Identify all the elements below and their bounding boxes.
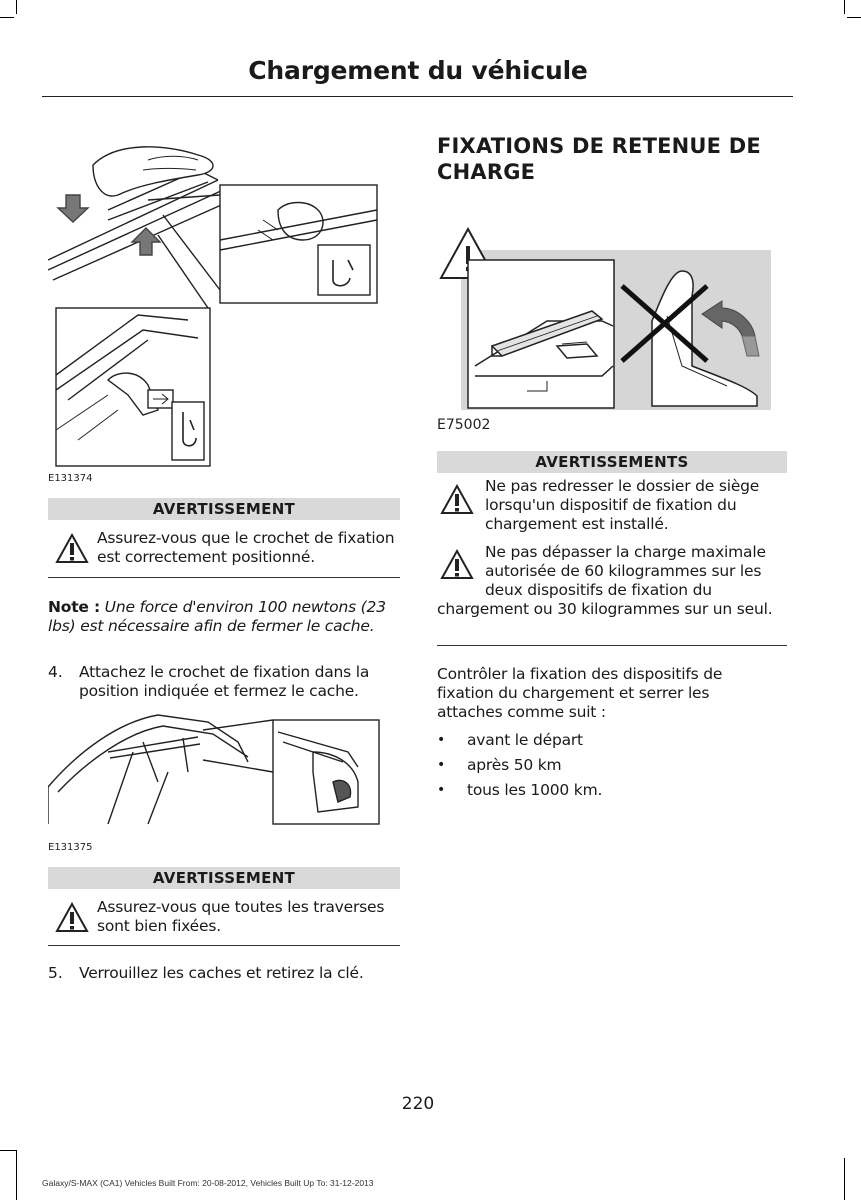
warning-divider [437, 645, 787, 646]
warning-heading: AVERTISSEMENT [48, 867, 400, 889]
crop-mark [16, 1150, 17, 1200]
warning-triangle-icon [55, 533, 89, 565]
figure-code: E131374 [48, 473, 93, 484]
list-item: après 50 km [467, 756, 562, 774]
warning-heading: AVERTISSEMENT [48, 498, 400, 520]
note-text: Une force d'environ 100 newtons (23 lbs) est nécessaire afin de fermer le cache. [48, 598, 386, 635]
figure-code: E75002 [437, 417, 491, 433]
figure-cargo-retention [437, 226, 777, 412]
step-number: 5. [48, 964, 63, 982]
crop-mark [847, 17, 861, 18]
warning-triangle-icon [440, 484, 474, 516]
note-paragraph [48, 598, 388, 636]
step-text: Verrouillez les caches et retirez la clé. [79, 964, 364, 982]
warning-triangle-icon [55, 902, 89, 934]
step-text: Attachez le crochet de fixation dans la position indiquée et fermez le cache. [79, 663, 370, 700]
warning-triangle-icon [440, 549, 474, 581]
crop-mark [0, 17, 14, 18]
step-number: 4. [48, 663, 63, 681]
warning-text: Ne pas redresser le dossier de siège lorsqu'un dispositif de fixation du chargement est installé. [485, 477, 760, 533]
page-number: 220 [401, 1094, 435, 1114]
footer-text: Galaxy/S-MAX (CA1) Vehicles Built From: 20-08-2012, Vehicles Built Up To: 31-12-2013 [42, 1178, 374, 1188]
crop-mark [844, 0, 845, 14]
crop-mark [844, 1158, 845, 1200]
title-divider [42, 96, 793, 97]
warning-divider [48, 577, 400, 578]
bullet-icon: • [437, 757, 446, 773]
page-title: Chargement du véhicule [248, 56, 588, 85]
warning-text-continued: chargement ou 30 kilogrammes sur un seul. [437, 600, 773, 618]
note-label: Note : [48, 598, 100, 616]
section-title: FIXATIONS DE RETENUE DE CHARGE [437, 134, 761, 184]
figure-code: E131375 [48, 842, 93, 853]
crop-mark [16, 0, 17, 14]
warning-text: Assurez-vous que le crochet de fixation est correctement positionné. [97, 529, 395, 566]
warning-text: Ne pas dépasser la charge maximale autorisée de 60 kilogrammes sur les deux dispositifs de fixation du [485, 543, 766, 599]
bullet-icon: • [437, 782, 446, 798]
figure-roof-rack-hook [48, 140, 388, 470]
intro-paragraph: Contrôler la fixation des dispositifs de fixation du chargement et serrer les attaches comme suit : [437, 665, 723, 721]
list-item: avant le départ [467, 731, 583, 749]
figure-roof-crossbar [48, 712, 382, 828]
bullet-icon: • [437, 732, 446, 748]
list-item: tous les 1000 km. [467, 781, 603, 799]
crop-mark [0, 1150, 16, 1151]
warning-text: Assurez-vous que toutes les traverses sont bien fixées. [97, 898, 385, 935]
warnings-heading: AVERTISSEMENTS [437, 451, 787, 473]
warning-divider [48, 945, 400, 946]
